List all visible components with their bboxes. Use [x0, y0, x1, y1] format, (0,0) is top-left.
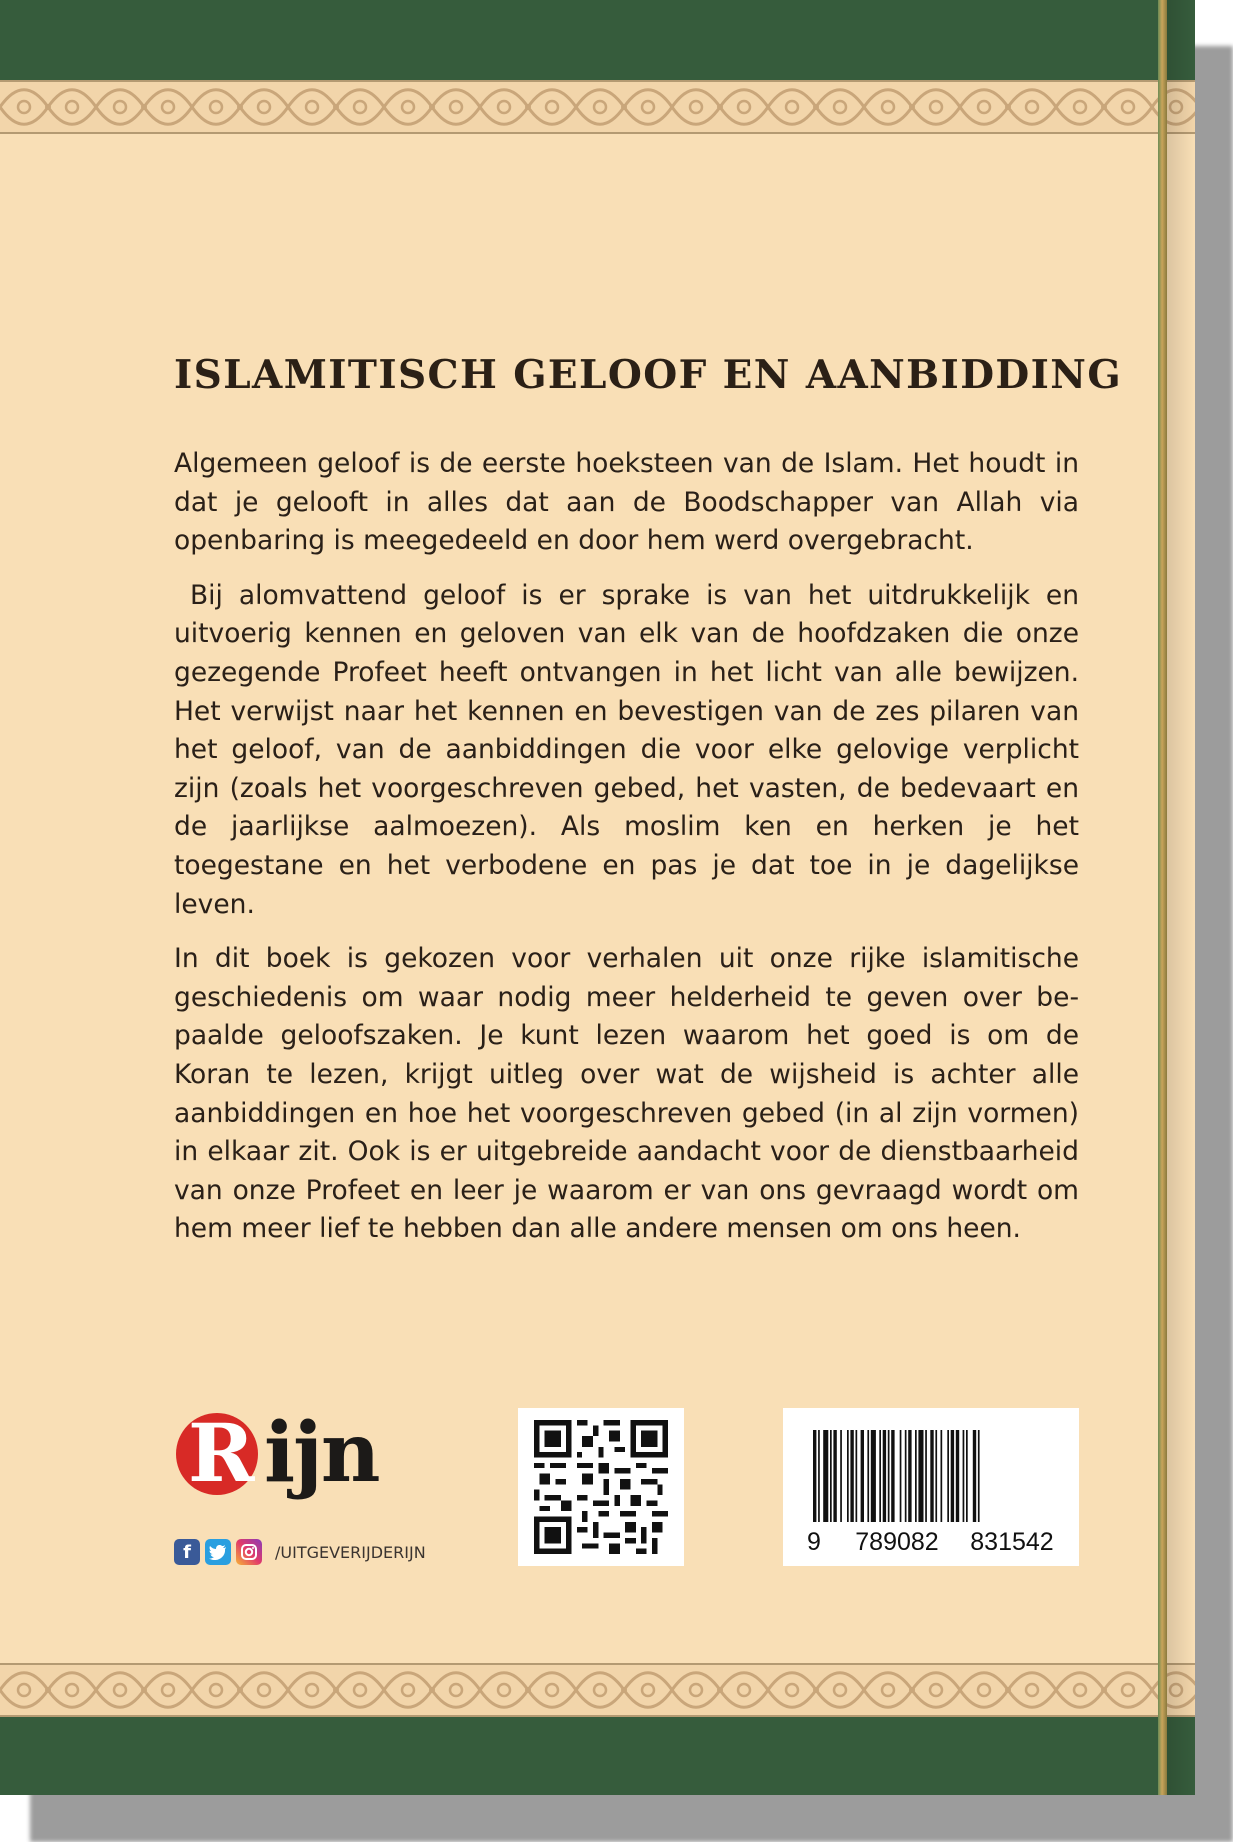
barcode-bars [813, 1430, 1049, 1530]
barcode-bar [947, 1430, 949, 1522]
barcode-bar [883, 1430, 886, 1522]
barcode-bar [871, 1430, 876, 1522]
blurb-paragraph-3: In dit boek is gekozen voor verhalen uit onze rijke islamitische geschiedenis om waar nodig meer helderheid te geven over bepaalde geloofszaken. Je kunt lezen waarom het goed is om de Koran te lezen, krijgt uitleg over wat de wijsheid is achter alle aanbiddingen en hoe het voorgeschreven gebed (in al zijn vormen) in elkaar zit. Ook is er uitgebreide aandacht voor de dienstbaarheid van onze Profeet en leer je waarom er van ons gevraagd wordt om hem meer lief te hebben dan alle andere mensen om ons heen. [174, 943, 1079, 1245]
barcode-bar [833, 1430, 836, 1522]
book-title: ISLAMITISCH GELOOF EN AANBIDDING [174, 352, 1123, 398]
barcode-bar [861, 1430, 864, 1522]
instagram-icon [236, 1539, 262, 1565]
barcode-bar [813, 1430, 816, 1522]
isbn-group-2: 831542 [970, 1528, 1054, 1556]
top-green-band [0, 0, 1195, 80]
barcode-bar [930, 1430, 933, 1522]
barcode-bar [925, 1430, 927, 1522]
barcode-bar [966, 1430, 968, 1522]
barcode-bar [915, 1430, 917, 1522]
barcode-bar [973, 1430, 976, 1522]
social-handle: /UITGEVERIJDERIJN [275, 1542, 426, 1562]
isbn-barcode [783, 1408, 1079, 1566]
barcode-bar [918, 1430, 923, 1522]
spine-shade [1167, 0, 1195, 1795]
barcode-bar [840, 1430, 842, 1522]
barcode-bar [978, 1430, 980, 1522]
barcode-bar [888, 1430, 890, 1522]
barcode-bar [891, 1430, 894, 1522]
isbn-number [791, 1528, 1071, 1557]
isbn-first-digit: 9 [807, 1528, 821, 1556]
barcode-bar [941, 1430, 943, 1522]
barcode-bar [850, 1430, 853, 1522]
barcode-bar [900, 1430, 902, 1522]
barcode-bar [908, 1430, 911, 1522]
barcode-bar [847, 1430, 849, 1522]
facebook-icon: f [174, 1539, 200, 1565]
spine-edge [1158, 0, 1167, 1795]
barcode-bar [956, 1430, 959, 1522]
barcode-bar [905, 1430, 907, 1522]
blurb-text [174, 445, 1079, 1265]
social-links [174, 1537, 426, 1567]
barcode-bar [935, 1430, 937, 1522]
bottom-green-band [0, 1717, 1195, 1795]
blurb-paragraph-2: Bij alomvattend geloof is er sprake is van het uitdrukkelijk en uitvoerig kennen en geloven van elk van de hoofdzaken die onze gezegende Profeet heeft ontvangen in het licht van alle bewijzen. Het verwijst naar het kennen en bevestigen van de zes pilaren van het geloof, van de aanbiddingen die voor elke gelovige verplicht zijn (zoals het voorgeschreven gebed, het vasten, de bedevaart en de jaarlijkse aalmoezen). Als moslim ken en herken je het toegestane en het verbodene en pas je dat toe in je dagelijkse leven. [174, 579, 1079, 920]
barcode-bar [963, 1430, 965, 1522]
top-ornamental-border [0, 80, 1195, 134]
barcode-bar [823, 1430, 828, 1522]
blurb-paragraph-1: Algemeen geloof is de eerste hoeksteen van de Islam. Het houdt in dat je gelooft in alles dat aan de Boodschapper van Allah via openbaring is meegedeeld en door hem werd overgebracht. [174, 448, 1079, 557]
twitter-icon [205, 1539, 231, 1565]
logo-wordmark: ijn [264, 1405, 379, 1501]
publisher-logo [176, 1403, 406, 1503]
barcode-bar [867, 1430, 869, 1522]
barcode-bar [879, 1430, 881, 1522]
barcode-bar [951, 1430, 954, 1522]
logo-r-letter: R [188, 1406, 255, 1500]
barcode-bar [830, 1430, 832, 1522]
barcode-bar [818, 1430, 820, 1522]
barcode-bar [856, 1430, 858, 1522]
qr-code [518, 1408, 684, 1566]
isbn-group-1: 789082 [855, 1528, 939, 1556]
bottom-ornamental-border [0, 1663, 1195, 1717]
